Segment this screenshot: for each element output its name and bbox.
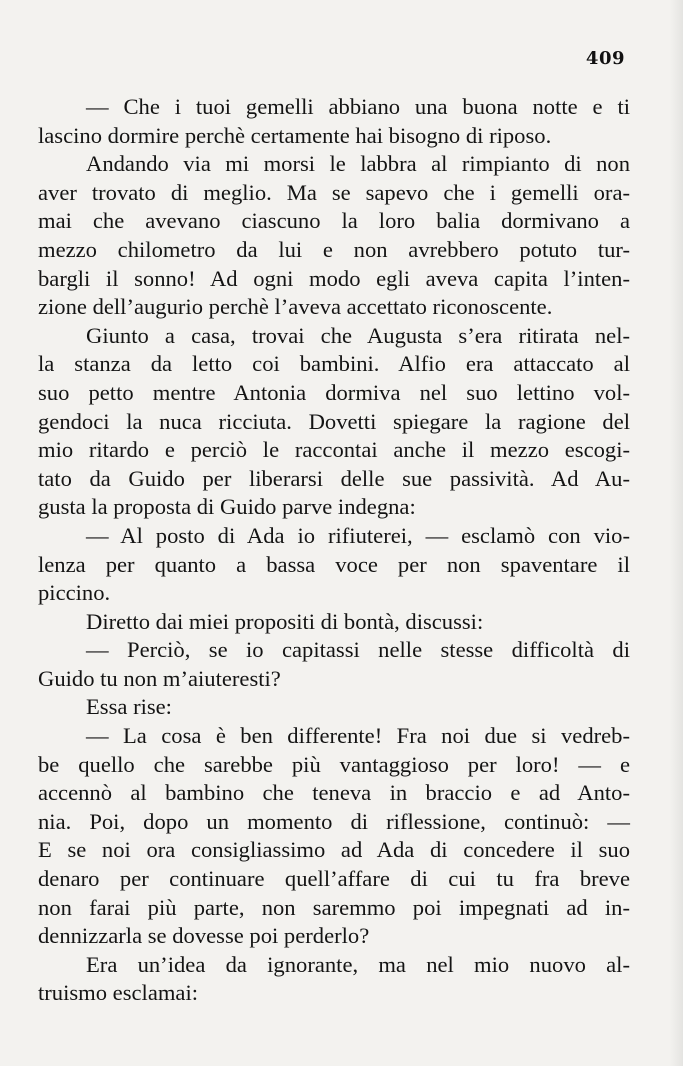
text-line: gendoci la nuca ricciuta. Dovetti spiegare la ragione del xyxy=(38,408,630,434)
text-line: — Che i tuoi gemelli abbiano una buona notte e ti xyxy=(86,94,630,119)
text-line: nia. Poi, dopo un momento di riflessione, continuò: — xyxy=(38,808,630,834)
text-line: piccino. xyxy=(38,580,111,606)
text-line: accennò al bambino che teneva in braccio e ad Anto- xyxy=(38,780,630,806)
text-line: dennizzarla se dovesse poi perderlo? xyxy=(38,923,370,949)
text-line: non farai più parte, non saremmo poi impegnati ad in- xyxy=(38,894,630,920)
text-line: Guido tu non m’aiuteresti? xyxy=(38,665,281,691)
text-line: bargli il sonno! Ad ogni modo egli aveva capita l’inten- xyxy=(38,265,630,291)
page-edge-shadow xyxy=(669,0,683,1066)
text-line: zione dell’augurio perchè l’aveva accettato riconoscente. xyxy=(38,294,553,320)
text-line: tato da Guido per liberarsi delle sue passività. Ad Au- xyxy=(38,465,630,491)
text-line: truismo esclamai: xyxy=(38,980,198,1006)
text-line: mai che avevano ciascuno la loro balia dormivano a xyxy=(38,208,630,234)
text-line: Andando via mi morsi le labbra al rimpianto di non xyxy=(86,151,630,177)
text-line: — La cosa è ben differente! Fra noi due si vedreb- xyxy=(86,723,630,749)
text-line: E se noi ora consigliassimo ad Ada di concedere il suo xyxy=(38,837,630,863)
text-line: gusta la proposta di Guido parve indegna: xyxy=(38,494,416,520)
text-line: Essa rise: xyxy=(86,694,172,720)
text-line: mio ritardo e perciò le raccontai anche il mezzo escogi- xyxy=(38,437,630,463)
text-line: Giunto a casa, trovai che Augusta s’era ritirata nel- xyxy=(86,322,630,348)
text-line: Era un’idea da ignorante, ma nel mio nuovo al- xyxy=(86,951,630,977)
text-line: suo petto mentre Antonia dormiva nel suo lettino vol- xyxy=(38,379,630,405)
text-line: Diretto dai miei propositi di bontà, discussi: xyxy=(86,608,484,634)
text-line: — Perciò, se io capitassi nelle stesse difficoltà di xyxy=(86,637,630,663)
text-line: — Al posto di Ada io rifiuterei, — esclamò con vio- xyxy=(86,522,630,548)
text-line: lascino dormire perchè certamente hai bisogno di riposo. xyxy=(38,122,552,148)
body-text xyxy=(38,93,630,1008)
text-line: mezzo chilometro da lui e non avrebbero potuto tur- xyxy=(38,236,630,262)
page-number: 409 xyxy=(585,48,625,69)
text-line: la stanza da letto coi bambini. Alfio era attaccato al xyxy=(38,351,630,377)
text-line: denaro per continuare quell’affare di cui tu fra breve xyxy=(38,866,630,892)
text-line: aver trovato di meglio. Ma se sapevo che i gemelli ora- xyxy=(38,179,630,205)
text-line: be quello che sarebbe più vantaggioso per loro! — e xyxy=(38,751,630,777)
text-line: lenza per quanto a bassa voce per non spaventare il xyxy=(38,551,630,577)
